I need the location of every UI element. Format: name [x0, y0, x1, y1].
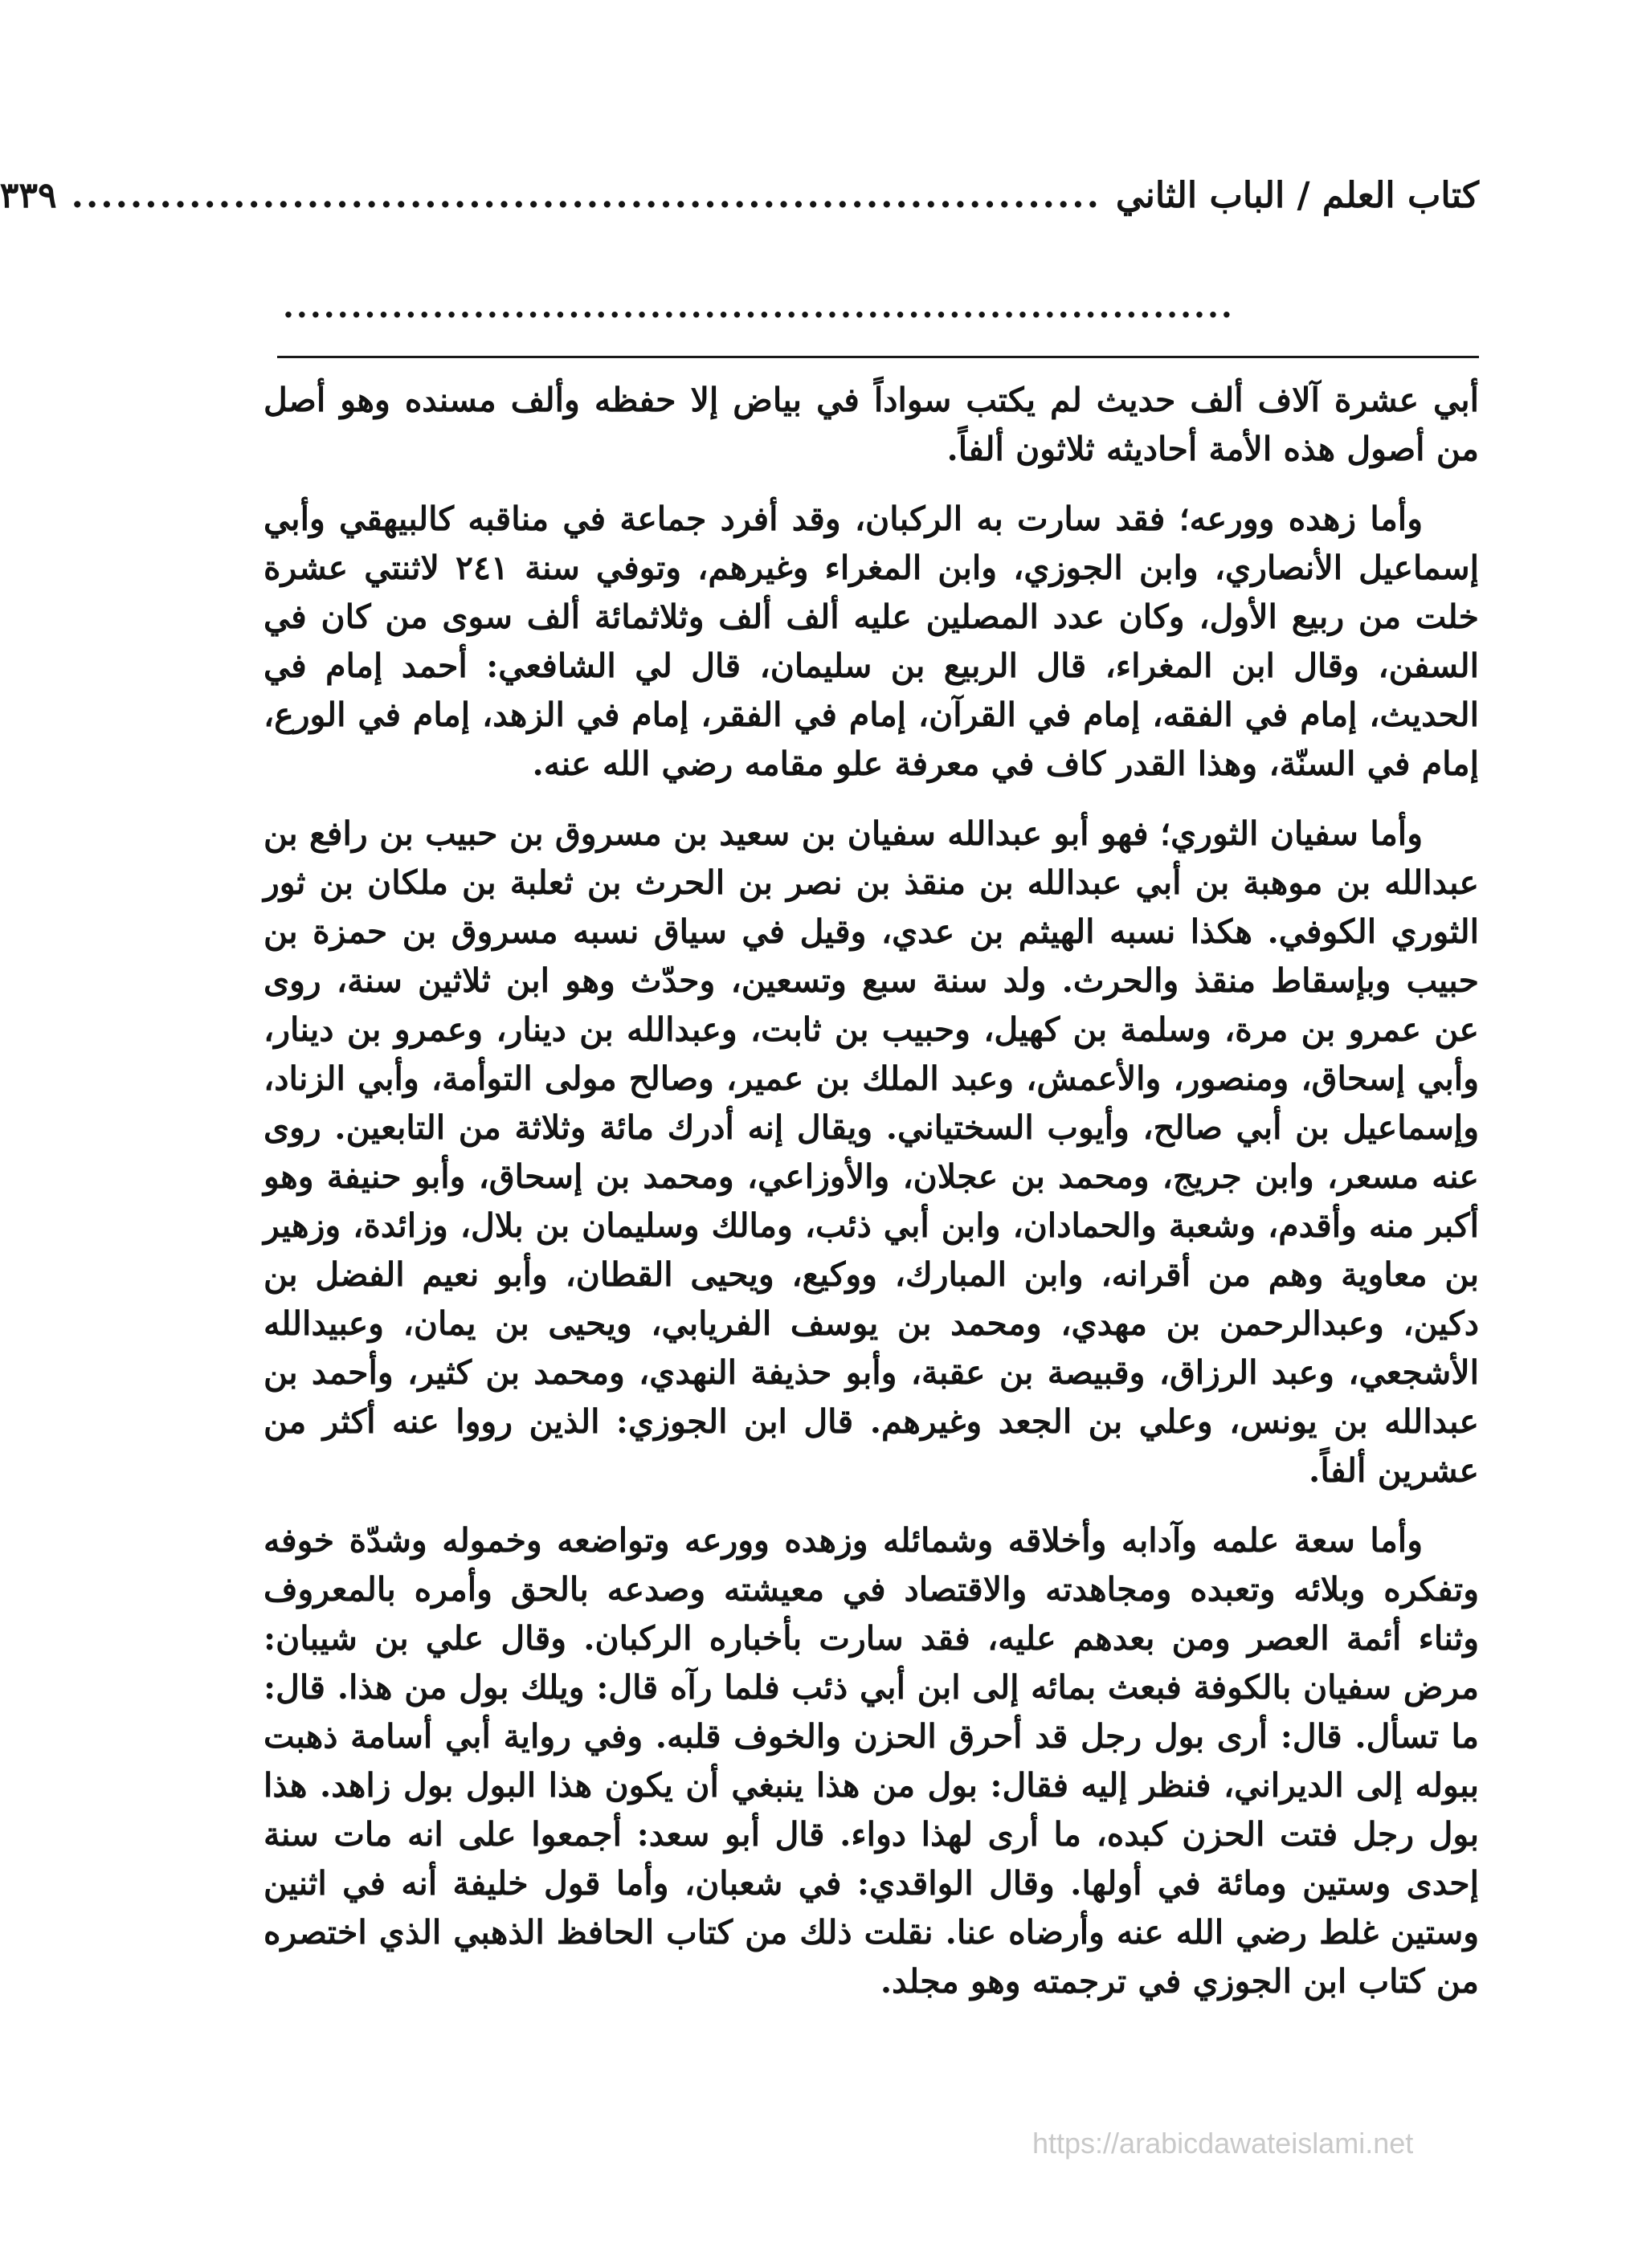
header-leader-dots: ......................................................................	[71, 175, 1101, 216]
horizontal-rule	[277, 356, 1479, 358]
paragraph-ahmad-asceticism: وأما زهده وورعه؛ فقد سارت به الركبان، وقد أفرد جماعة في مناقبه كالبيهقي وأبي إسماعيل الأنصاري، وابن الجوزي، وابن المغراء وغيرهم، وتوفي سنة ٢٤١ لاثنتي عشرة خلت من ربيع الأول، وكان عدد المصلين عليه ألف ألف وثلاثمائة ألف سوى من كان في السفن، وقال ابن المغراء، قال الربيع بن سليمان، قال لي الشافعي: أحمد إمام في الحديث، إمام في الفقه، إمام في القرآن، إمام في الفقر، إمام في الزهد، إمام في الورع، إمام في السنّة، وهذا القدر كاف في معرفة علو مقامه رضي الله عنه.	[263, 500, 1479, 783]
body-text	[263, 376, 1479, 2027]
paragraph-continuation: أبي عشرة آلاف ألف حديث لم يكتب سواداً في بياض إلا حفظه وألف مسنده وهو أصل من أصول هذه الأمة أحاديثه ثلاثون ألفاً.	[263, 381, 1479, 468]
watermark-url: https://arabicdawateislami.net	[1032, 2127, 1414, 2160]
header-title: كتاب العلم / الباب الثاني	[1115, 175, 1479, 216]
running-header	[0, 175, 1479, 239]
page-number: ٣٣٩	[0, 175, 57, 216]
paragraph-sufyan-lineage: وأما سفيان الثوري؛ فهو أبو عبدالله سفيان بن سعيد بن مسروق بن حبيب بن رافع بن عبدالله بن موهبة بن أبي عبدالله بن منقذ بن نصر بن الحرث بن ثعلبة بن ملكان بن ثور الثوري الكوفي. هكذا نسبه الهيثم بن عدي، وقيل في سياق نسبه مسروق بن حمزة بن حبيب وبإسقاط منقذ والحرث. ولد سنة سبع وتسعين، وحدّث وهو ابن ثلاثين سنة، روى عن عمرو بن مرة، وسلمة بن كهيل، وحبيب بن ثابت، وعبدالله بن دينار، وعمرو بن دينار، وأبي إسحاق، ومنصور، والأعمش، وعبد الملك بن عمير، وصالح مولى التوأمة، وأبي الزناد، وإسماعيل بن أبي صالح، وأيوب السختياني. ويقال إنه أدرك مائة وثلاثة من التابعين. روى عنه مسعر، وابن جريج، ومحمد بن عجلان، والأوزاعي، ومحمد بن إسحاق، وأبو حنيفة وهو أكبر منه وأقدم، وشعبة والحمادان، وابن أبي ذئب، ومالك وسليمان بن بلال، وزائدة، وزهير بن معاوية وهم من أقرانه، وابن المبارك، ووكيع، ويحيى القطان، وأبو نعيم الفضل بن دكين، وعبدالرحمن بن مهدي، ومحمد بن يوسف الفريابي، ويحيى بن يمان، وعبيدالله الأشجعي، وعبد الرزاق، وقبيصة بن عقبة، وأبو حذيفة النهدي، ومحمد بن كثير، وأحمد بن عبدالله بن يونس، وعلي بن الجعد وغيرهم. قال ابن الجوزي: الذين رووا عنه أكثر من عشرين ألفاً.	[263, 814, 1479, 1490]
footnote-separator-dots: ......................................................................	[283, 288, 1235, 325]
paragraph-sufyan-virtues: وأما سعة علمه وآدابه وأخلاقه وشمائله وزهده وورعه وتواضعه وخموله وشدّة خوفه وتفكره وبلائه وتعبده ومجاهدته والاقتصاد في معيشته وصدعه بالحق وأمره بالمعروف وثناء أئمة العصر ومن بعدهم عليه، فقد سارت بأخباره الركبان. وقال علي بن شيبان: مرض سفيان بالكوفة فبعث بمائه إلى ابن أبي ذئب فلما رآه قال: ويلك بول من هذا. قال: ما تسأل. قال: أرى بول رجل قد أحرق الحزن والخوف قلبه. وفي رواية أبي أسامة ذهبت ببوله إلى الديراني، فنظر إليه فقال: بول من هذا ينبغي أن يكون هذا البول بول زاهد. هذا بول رجل فتت الحزن كبده، ما أرى لهذا دواء. قال أبو سعد: أجمعوا على انه مات سنة إحدى وستين ومائة في أولها. وقال الواقدي: في شعبان، وأما قول خليفة أنه في اثنين وستين غلط رضي الله عنه وأرضاه عنا. نقلت ذلك من كتاب الحافظ الذهبي الذي اختصره من كتاب ابن الجوزي في ترجمته وهو مجلد.	[263, 1521, 1479, 2001]
